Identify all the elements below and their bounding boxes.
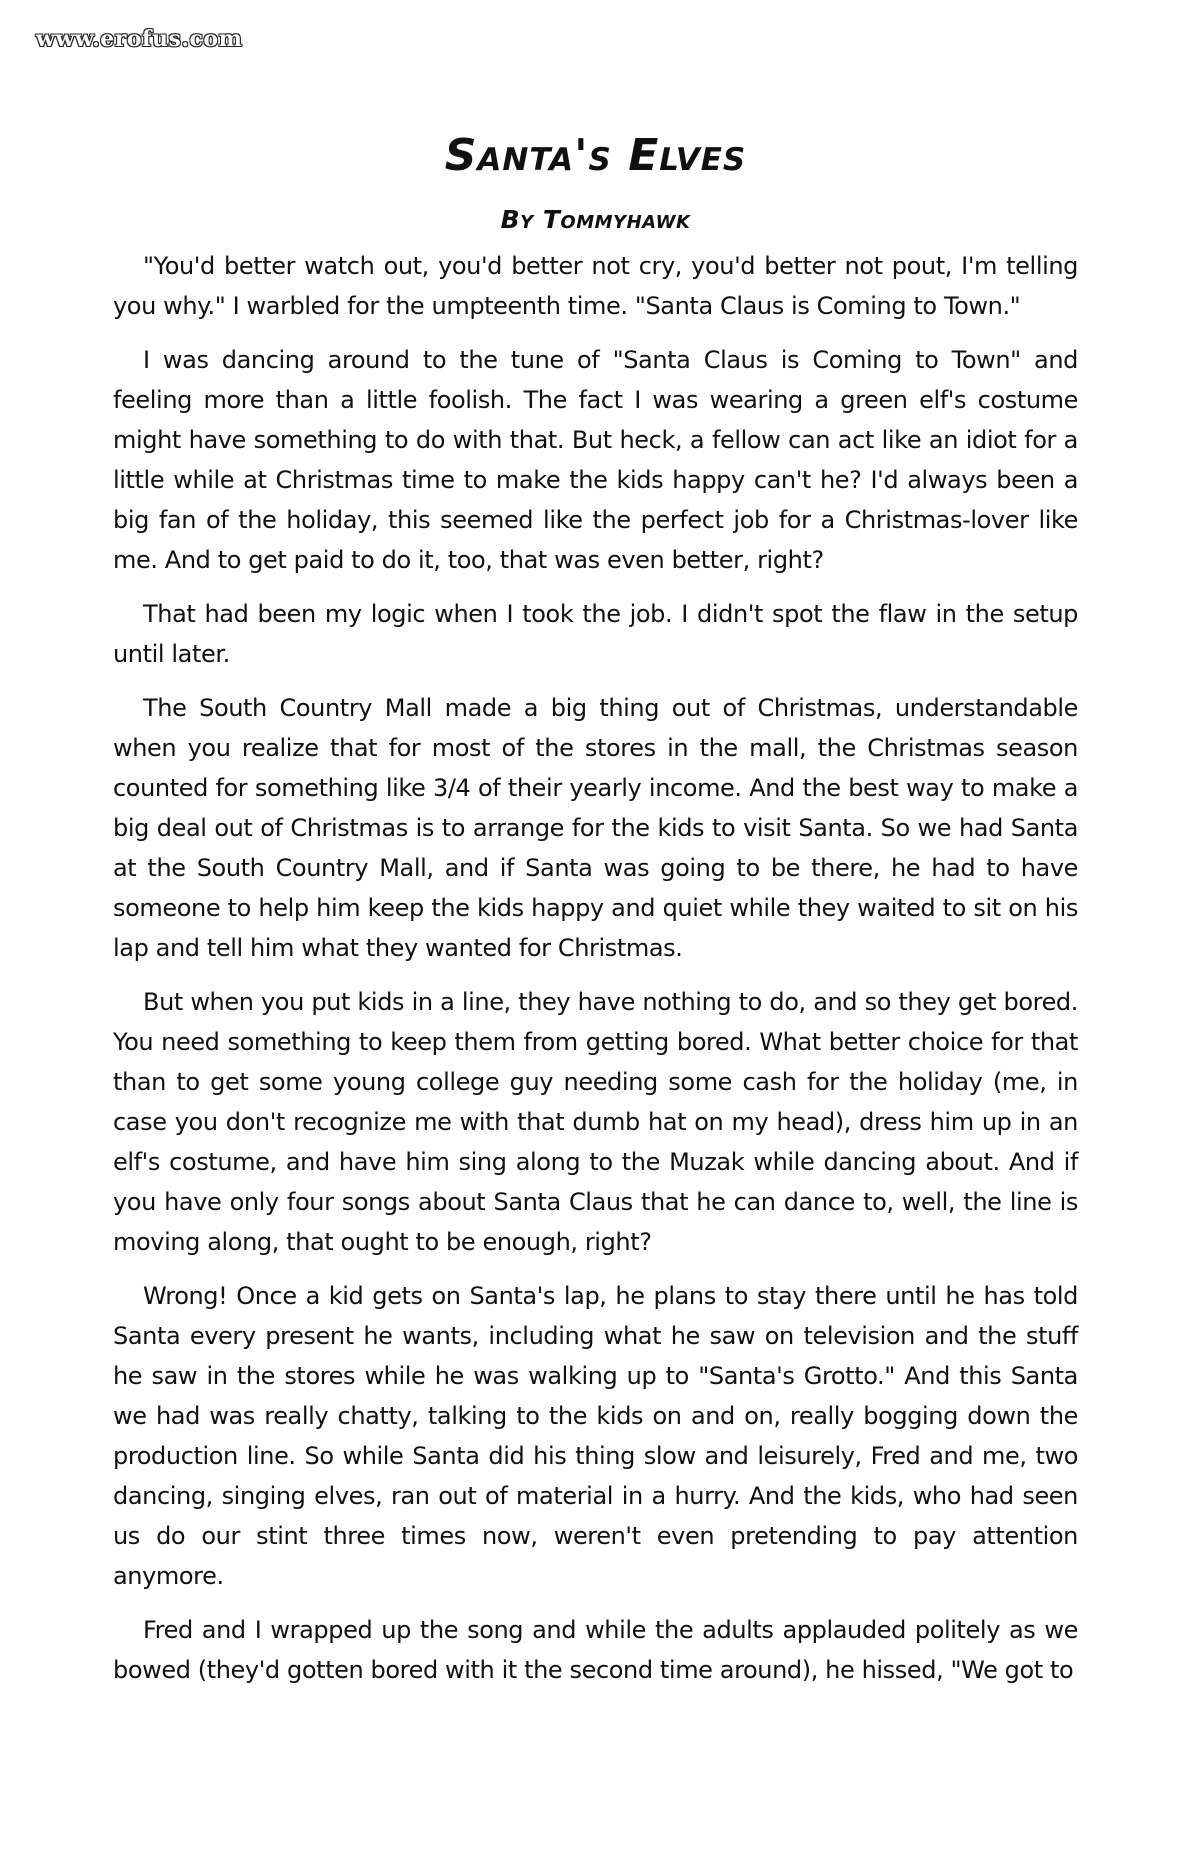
paragraph: The South Country Mall made a big thing out of Christmas, understandable when you realize that for most of the stores in the mall, the Christmas season counted for something like 3/4 of their yearly income. And the best way to make a big deal out of Christmas is to arrange for the kids to visit Santa. So we had Santa at the South Country Mall, and if Santa was going to be there, he had to have someone to help him keep the kids happy and quiet while they waited to sit on his lap and tell him what they wanted for Christmas. (113, 693, 1078, 962)
story-byline: By Tommyhawk (500, 204, 691, 234)
paragraph: But when you put kids in a line, they have nothing to do, and so they get bored. You need something to keep them from getting bored. What better choice for that than to get some young college guy needing some cash for the holiday (me, in case you don't recognize me with that dumb hat on my head), dress him up in an elf's costume, and have him sing along to the Muzak while dancing about. And if you have only four songs about Santa Claus that he can dance to, well, the line is moving along, that ought to be enough, right? (113, 987, 1078, 1256)
story-page (113, 110, 1078, 1704)
site-watermark: www.erofus.com (36, 26, 243, 52)
paragraph: I was dancing around to the tune of "Santa Claus is Coming to Town" and feeling more than a little foolish. The fact I was wearing a green elf's costume might have something to do with that. But heck, a fellow can act like an idiot for a little while at Christmas time to make the kids happy can't he? I'd always been a big fan of the holiday, this seemed like the perfect job for a Christmas-lover like me. And to get paid to do it, too, that was even better, right? (113, 345, 1078, 574)
paragraph: That had been my logic when I took the job. I didn't spot the flaw in the setup until later. (113, 599, 1078, 668)
paragraph: Fred and I wrapped up the song and while the adults applauded politely as we bowed (they'd gotten bored with it the second time around), he hissed, "We got to (113, 1615, 1078, 1684)
paragraph: Wrong! Once a kid gets on Santa's lap, he plans to stay there until he has told Santa every present he wants, including what he saw on television and the stuff he saw in the stores while he was walking up to "Santa's Grotto." And this Santa we had was really chatty, talking to the kids on and on, really bogging down the production line. So while Santa did his thing slow and leisurely, Fred and me, two dancing, singing elves, ran out of material in a hurry. And the kids, who had seen us do our stint three times now, weren't even pretending to pay attention anymore. (113, 1281, 1078, 1590)
story-body (113, 246, 1078, 1690)
story-title: Santa's Elves (444, 130, 747, 181)
paragraph: "You'd better watch out, you'd better not cry, you'd better not pout, I'm telling you why." I warbled for the umpteenth time. "Santa Claus is Coming to Town." (113, 251, 1078, 320)
